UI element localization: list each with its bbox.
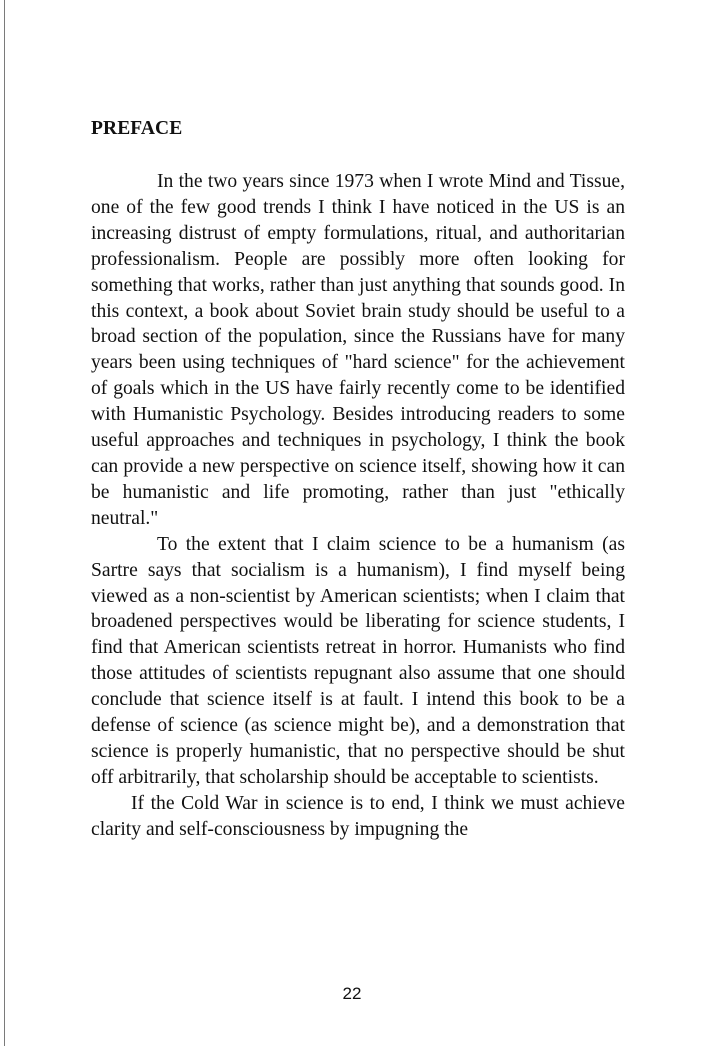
body-text [91,169,625,843]
section-heading: PREFACE [91,118,183,139]
page-left-border [4,0,5,1046]
paragraph-1: In the two years since 1973 when I wrote Mind and Tissue, one of the few good trends I think I have noticed in the US is an increasing distrust of empty formulations, ritual, and authoritarian professionalism. People are possibly more often looking for something that works, rather than just anything that sounds good. In this context, a book about Soviet brain study should be useful to a broad section of the population, since the Russians have for many years been using techniques of "hard science" for the achievement of goals which in the US have fairly recently come to be identified with Humanistic Psychology. Besides introducing readers to some useful approaches and techniques in psychology, I think the book can provide a new perspective on science itself, showing how it can be humanistic and life promoting, rather than just "ethically neutral." [91,171,625,529]
paragraph-2: To the extent that I claim science to be a humanism (as Sartre says that socialism is a humanism), I find myself being viewed as a non-scientist by American scientists; when I claim that broadened perspectives would be liberating for science students, I find that American scientists retreat in horror. Humanists who find those attitudes of scientists repugnant also assume that one should conclude that science itself is at fault. I intend this book to be a defense of science (as science might be), and a demonstration that science is properly humanistic, that no perspective should be shut off arbitrarily, that scholarship should be acceptable to scientists. [91,533,625,788]
paragraph-3: If the Cold War in science is to end, I think we must achieve clarity and self-consciousness by impugning the [91,792,625,840]
page-number: 22 [342,984,362,1003]
